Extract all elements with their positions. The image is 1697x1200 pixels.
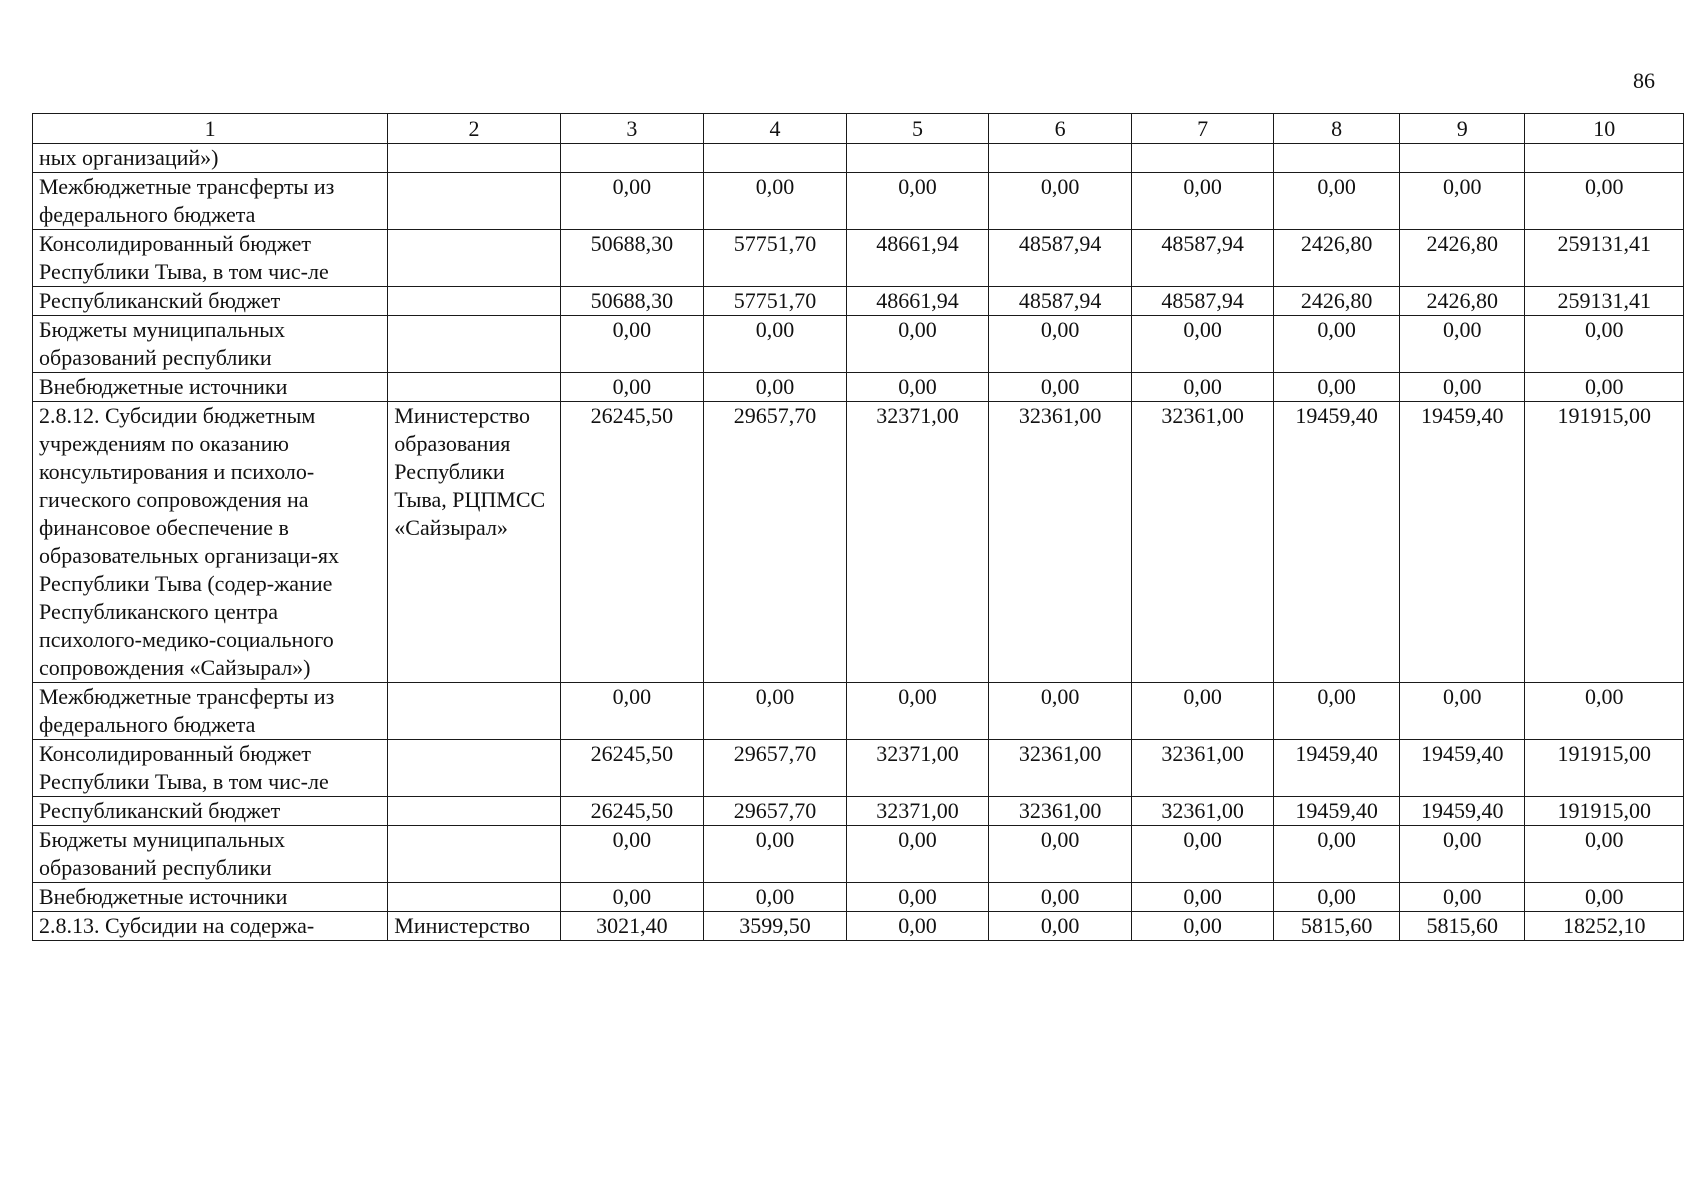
value-cell: 0,00	[704, 373, 847, 402]
total-value-cell: 0,00	[1525, 826, 1684, 883]
total-value-cell: 191915,00	[1525, 402, 1684, 683]
value-cell	[704, 144, 847, 173]
value-cell: 0,00	[1131, 173, 1274, 230]
value-cell: 57751,70	[704, 230, 847, 287]
value-cell: 0,00	[846, 826, 989, 883]
total-value-cell: 191915,00	[1525, 740, 1684, 797]
value-cell: 32371,00	[846, 740, 989, 797]
value-cell: 0,00	[1399, 826, 1525, 883]
value-cell	[560, 144, 704, 173]
table-row	[33, 883, 1684, 912]
value-cell	[846, 144, 989, 173]
value-cell: 0,00	[989, 683, 1132, 740]
value-cell: 0,00	[1131, 883, 1274, 912]
value-cell: 0,00	[560, 826, 704, 883]
value-cell: 0,00	[1131, 912, 1274, 941]
value-cell: 32361,00	[1131, 402, 1274, 683]
value-cell: 0,00	[846, 883, 989, 912]
value-cell: 0,00	[846, 912, 989, 941]
table-body	[33, 144, 1684, 941]
value-cell: 48587,94	[1131, 230, 1274, 287]
table-row	[33, 230, 1684, 287]
value-cell: 0,00	[1274, 373, 1400, 402]
row-label: Консолидированный бюджет Республики Тыва, в том чис-ле	[33, 740, 388, 797]
responsible-executor	[388, 144, 560, 173]
row-label: Межбюджетные трансферты из федерального бюджета	[33, 173, 388, 230]
value-cell: 0,00	[846, 683, 989, 740]
value-cell: 0,00	[846, 316, 989, 373]
value-cell: 2426,80	[1274, 287, 1400, 316]
responsible-executor: Министерство образования Республики Тыва, РЦПМСС «Сайзырал»	[388, 402, 560, 683]
row-label: Межбюджетные трансферты из федерального бюджета	[33, 683, 388, 740]
value-cell	[1274, 144, 1400, 173]
value-cell: 19459,40	[1274, 402, 1400, 683]
value-cell: 0,00	[1274, 826, 1400, 883]
value-cell: 19459,40	[1274, 740, 1400, 797]
responsible-executor	[388, 740, 560, 797]
value-cell: 29657,70	[704, 740, 847, 797]
value-cell	[1399, 144, 1525, 173]
value-cell: 0,00	[1131, 316, 1274, 373]
responsible-executor: Министерство	[388, 912, 560, 941]
row-label: 2.8.13. Субсидии на содержа-	[33, 912, 388, 941]
value-cell: 0,00	[989, 316, 1132, 373]
table-row	[33, 402, 1684, 683]
responsible-executor	[388, 826, 560, 883]
total-value-cell: 0,00	[1525, 316, 1684, 373]
column-header: 7	[1131, 114, 1274, 144]
value-cell: 26245,50	[560, 740, 704, 797]
value-cell: 0,00	[1131, 373, 1274, 402]
value-cell: 5815,60	[1399, 912, 1525, 941]
value-cell: 0,00	[560, 883, 704, 912]
responsible-executor	[388, 797, 560, 826]
value-cell: 19459,40	[1399, 402, 1525, 683]
table-row	[33, 373, 1684, 402]
value-cell: 26245,50	[560, 797, 704, 826]
value-cell: 0,00	[1399, 683, 1525, 740]
row-label: Бюджеты муниципальных образований республики	[33, 826, 388, 883]
value-cell: 0,00	[560, 683, 704, 740]
row-label: Консолидированный бюджет Республики Тыва, в том чис-ле	[33, 230, 388, 287]
value-cell: 0,00	[846, 173, 989, 230]
value-cell	[989, 144, 1132, 173]
column-header: 8	[1274, 114, 1400, 144]
value-cell: 0,00	[1399, 173, 1525, 230]
row-label: ных организаций»)	[33, 144, 388, 173]
value-cell: 0,00	[1399, 373, 1525, 402]
table-row	[33, 740, 1684, 797]
responsible-executor	[388, 173, 560, 230]
value-cell: 2426,80	[1399, 287, 1525, 316]
value-cell: 0,00	[1274, 173, 1400, 230]
column-header: 4	[704, 114, 847, 144]
column-header: 2	[388, 114, 560, 144]
value-cell: 0,00	[704, 316, 847, 373]
value-cell: 26245,50	[560, 402, 704, 683]
value-cell: 32371,00	[846, 402, 989, 683]
responsible-executor	[388, 373, 560, 402]
value-cell: 32361,00	[1131, 797, 1274, 826]
value-cell: 48661,94	[846, 287, 989, 316]
total-value-cell: 259131,41	[1525, 287, 1684, 316]
column-header: 5	[846, 114, 989, 144]
value-cell: 32361,00	[989, 797, 1132, 826]
value-cell: 0,00	[1274, 316, 1400, 373]
value-cell: 0,00	[704, 683, 847, 740]
row-label: Внебюджетные источники	[33, 883, 388, 912]
table-row	[33, 287, 1684, 316]
row-label: Республиканский бюджет	[33, 797, 388, 826]
responsible-executor	[388, 683, 560, 740]
value-cell: 0,00	[560, 316, 704, 373]
value-cell: 32371,00	[846, 797, 989, 826]
total-value-cell: 0,00	[1525, 883, 1684, 912]
value-cell: 0,00	[1131, 826, 1274, 883]
column-header: 1	[33, 114, 388, 144]
value-cell: 0,00	[846, 373, 989, 402]
row-label: 2.8.12. Субсидии бюджетным учреждениям по оказанию консультирования и психоло-гического сопровождения на финансовое обеспечение в образовательных организаци-ях Республики Тыва (содер-жание Республиканского центра психолого-медико-социального сопровождения «Сайзырал»)	[33, 402, 388, 683]
value-cell: 32361,00	[1131, 740, 1274, 797]
row-label: Бюджеты муниципальных образований республики	[33, 316, 388, 373]
page-number: 86	[1633, 68, 1655, 93]
value-cell: 0,00	[704, 826, 847, 883]
value-cell: 0,00	[1399, 316, 1525, 373]
value-cell: 0,00	[1399, 883, 1525, 912]
value-cell: 0,00	[1274, 883, 1400, 912]
responsible-executor	[388, 287, 560, 316]
value-cell: 57751,70	[704, 287, 847, 316]
table-row	[33, 912, 1684, 941]
value-cell: 50688,30	[560, 287, 704, 316]
total-value-cell	[1525, 144, 1684, 173]
value-cell: 48661,94	[846, 230, 989, 287]
column-header: 6	[989, 114, 1132, 144]
value-cell: 29657,70	[704, 402, 847, 683]
value-cell: 0,00	[1131, 683, 1274, 740]
value-cell: 48587,94	[989, 230, 1132, 287]
table-row	[33, 683, 1684, 740]
value-cell: 32361,00	[989, 402, 1132, 683]
column-header: 9	[1399, 114, 1525, 144]
budget-table	[32, 113, 1684, 941]
value-cell: 0,00	[989, 373, 1132, 402]
value-cell: 19459,40	[1274, 797, 1400, 826]
value-cell: 48587,94	[1131, 287, 1274, 316]
total-value-cell: 191915,00	[1525, 797, 1684, 826]
total-value-cell: 0,00	[1525, 373, 1684, 402]
value-cell: 0,00	[560, 173, 704, 230]
responsible-executor	[388, 316, 560, 373]
responsible-executor	[388, 883, 560, 912]
value-cell: 3021,40	[560, 912, 704, 941]
table-row	[33, 144, 1684, 173]
value-cell: 0,00	[704, 883, 847, 912]
value-cell: 2426,80	[1399, 230, 1525, 287]
total-value-cell: 0,00	[1525, 683, 1684, 740]
table-row	[33, 826, 1684, 883]
value-cell: 0,00	[989, 883, 1132, 912]
value-cell: 0,00	[560, 373, 704, 402]
value-cell: 48587,94	[989, 287, 1132, 316]
column-header: 10	[1525, 114, 1684, 144]
responsible-executor	[388, 230, 560, 287]
row-label: Внебюджетные источники	[33, 373, 388, 402]
value-cell: 0,00	[989, 912, 1132, 941]
value-cell: 0,00	[989, 826, 1132, 883]
value-cell: 29657,70	[704, 797, 847, 826]
value-cell	[1131, 144, 1274, 173]
value-cell: 19459,40	[1399, 740, 1525, 797]
table-row	[33, 316, 1684, 373]
column-header: 3	[560, 114, 704, 144]
row-label: Республиканский бюджет	[33, 287, 388, 316]
value-cell: 32361,00	[989, 740, 1132, 797]
total-value-cell: 0,00	[1525, 173, 1684, 230]
value-cell: 3599,50	[704, 912, 847, 941]
value-cell: 0,00	[1274, 683, 1400, 740]
value-cell: 0,00	[989, 173, 1132, 230]
table-header-row	[33, 114, 1684, 144]
table-row	[33, 797, 1684, 826]
total-value-cell: 259131,41	[1525, 230, 1684, 287]
total-value-cell: 18252,10	[1525, 912, 1684, 941]
value-cell: 19459,40	[1399, 797, 1525, 826]
value-cell: 5815,60	[1274, 912, 1400, 941]
value-cell: 2426,80	[1274, 230, 1400, 287]
table-row	[33, 173, 1684, 230]
value-cell: 50688,30	[560, 230, 704, 287]
value-cell: 0,00	[704, 173, 847, 230]
